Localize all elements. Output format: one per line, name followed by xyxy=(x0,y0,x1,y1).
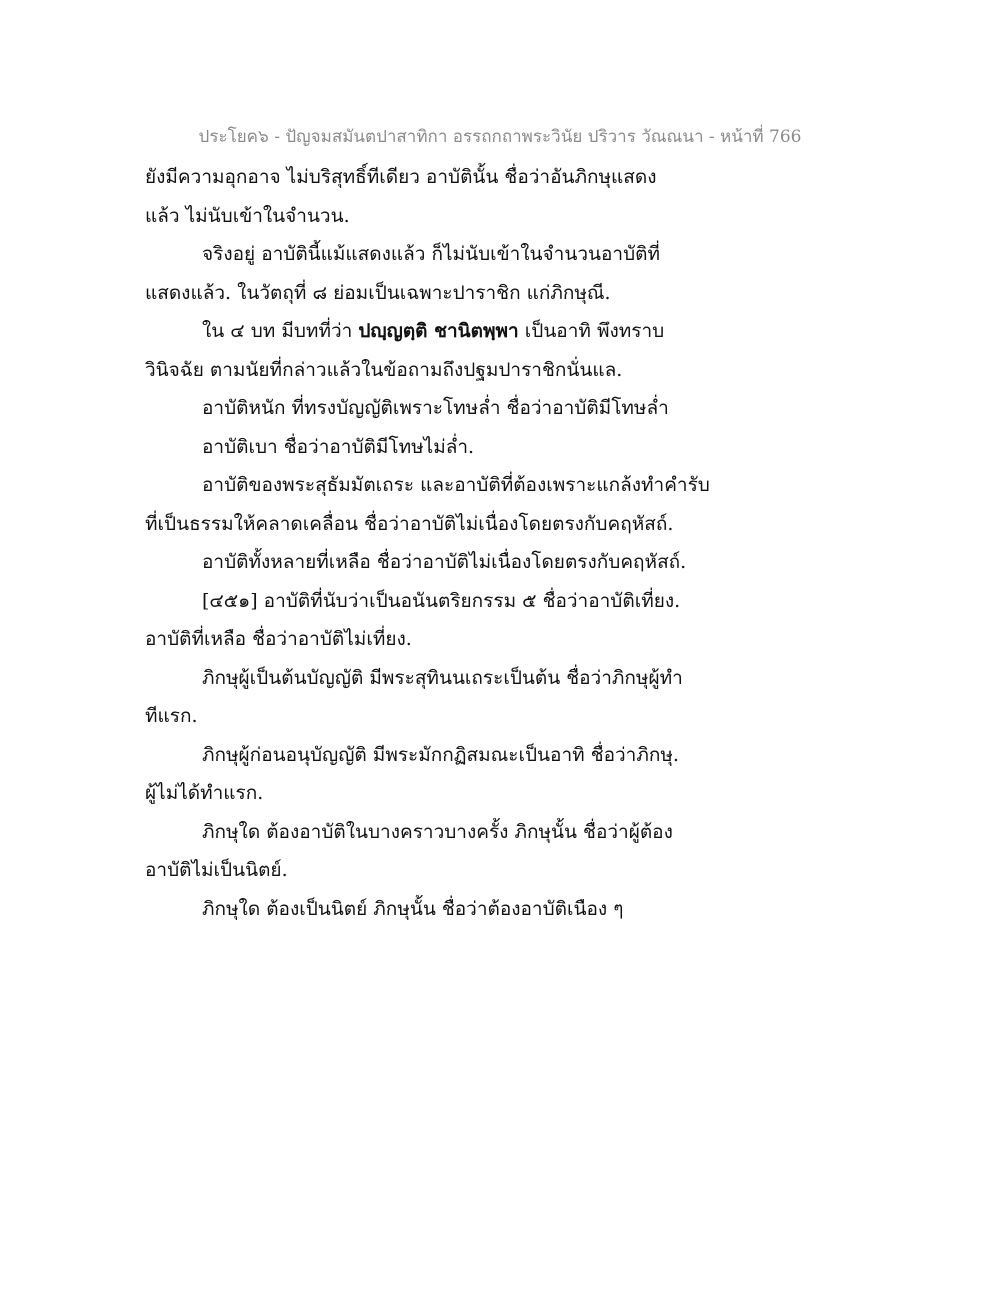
text-line: ภิกษุใด ต้องเป็นนิตย์ ภิกษุนั้น ชื่อว่าต้องอาบัติเนือง ๆ xyxy=(202,897,624,920)
text-line: อาบัติของพระสุธัมมัตเถระ และอาบัติที่ต้องเพราะแกล้งทำคำรับ xyxy=(202,474,710,496)
text-run: ใน ๔ บท มีบทที่ว่า xyxy=(202,320,359,342)
text-line: จริงอยู่ อาบัตินี้แม้แสดงแล้ว ก็ไม่นับเข้าในจำนวนอาบัติที่ xyxy=(202,243,660,265)
pali-term: ปญฺญตฺติ ชานิตพฺพา xyxy=(358,320,519,342)
text-line: ภิกษุผู้ก่อนอนุบัญญัติ มีพระมักกฏิสมณะเป็นอาทิ ชื่อว่าภิกษุ. xyxy=(202,743,679,766)
text-line: ภิกษุผู้เป็นต้นบัญญัติ มีพระสุทินนเถระเป็นต้น ชื่อว่าภิกษุผู้ทำ xyxy=(202,666,683,689)
text-line: [๔๕๑] อาบัติที่นับว่าเป็นอนันตริยกรรม ๕ ชื่อว่าอาบัติเที่ยง. xyxy=(202,589,681,612)
text-line: ภิกษุใด ต้องอาบัติในบางคราวบางครั้ง ภิกษุนั้น ชื่อว่าผู้ต้อง xyxy=(202,820,673,843)
body-text xyxy=(145,158,725,928)
text-run: เป็นอาทิ พึงทราบ xyxy=(518,320,665,342)
text-line: อาบัติเบา ชื่อว่าอาบัติมีโทษไม่ล่ำ. xyxy=(202,435,475,458)
text-line: อาบัติทั้งหลายที่เหลือ ชื่อว่าอาบัติไม่เนื่องโดยตรงกับคฤหัสถ์. xyxy=(202,551,687,573)
text-line xyxy=(145,312,725,351)
text-line: แสดงแล้ว. ในวัตถุที่ ๘ ย่อมเป็นเฉพาะปาราชิก แก่ภิกษุณี. xyxy=(145,281,611,304)
text-line: อาบัติไม่เป็นนิตย์. xyxy=(145,859,288,881)
text-line: ยังมีความอุกอาจ ไม่บริสุทธิ์ทีเดียว อาบัตินั้น ชื่อว่าอันภิกษุแสดง xyxy=(145,166,657,188)
text-line: ที่เป็นธรรมให้คลาดเคลื่อน ชื่อว่าอาบัติไม่เนื่องโดยตรงกับคฤหัสถ์. xyxy=(145,512,674,535)
text-line: อาบัติหนัก ที่ทรงบัญญัติเพราะโทษล่ำ ชื่อว่าอาบัติมีโทษล่ำ xyxy=(202,397,669,419)
running-header: ประโยค๖ - ปัญจมสมันตปาสาทิกา อรรถกถาพระวินัย ปริวาร วัณณนา - หน้าที่ 766 xyxy=(198,127,802,147)
text-line: วินิจฉัย ตามนัยที่กล่าวแล้วในข้อถามถึงปฐมปาราชิกนั่นแล. xyxy=(145,358,623,381)
text-line: ผู้ไม่ได้ทำแรก. xyxy=(145,782,264,804)
text-line: แล้ว ไม่นับเข้าในจำนวน. xyxy=(145,204,350,227)
text-line: ทีแรก. xyxy=(145,705,198,727)
text-line: อาบัติที่เหลือ ชื่อว่าอาบัติไม่เที่ยง. xyxy=(145,628,412,650)
